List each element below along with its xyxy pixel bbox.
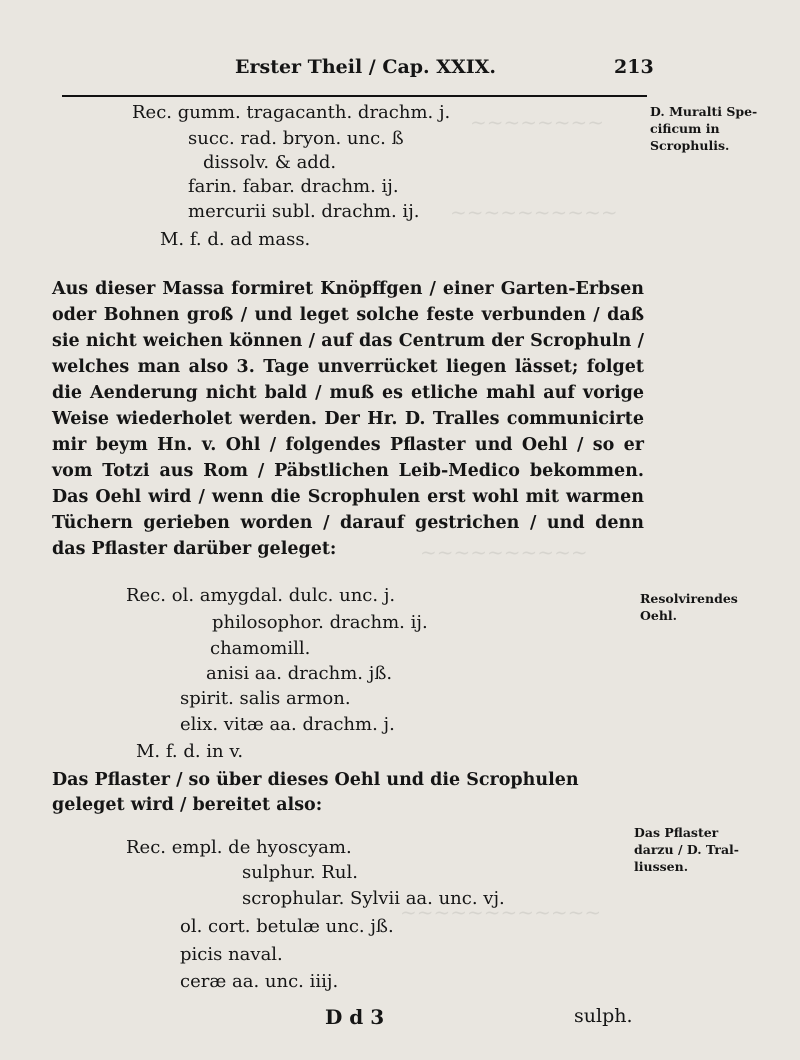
catchword: sulph. (574, 1005, 633, 1027)
recipe2-line: elix. vitæ aa. drachm. j. (180, 714, 395, 735)
recipe1-line: mercurii subl. drachm. ij. (188, 201, 420, 222)
signature-mark: D d 3 (325, 1005, 385, 1029)
recipe3-line: picis naval. (180, 944, 283, 965)
margin-note-1 (650, 103, 757, 154)
paragraph-2: Das Pflaster / so über dieses Oehl und die Scrophulen geleget wird / bereitet also: (52, 770, 579, 815)
recipe2-line: M. f. d. in v. (136, 741, 244, 762)
recipe3-line: ceræ aa. unc. iiij. (180, 971, 339, 992)
recipe1-line: farin. fabar. drachm. ij. (188, 176, 399, 197)
recipe1-line: dissolv. & add. (203, 152, 337, 173)
bleed-through: ~~~~~~~~~~ (450, 200, 618, 224)
margin-note-2 (640, 590, 738, 624)
recipe3-line: sulphur. Rul. (242, 862, 358, 883)
paragraph-1 (52, 276, 644, 562)
recipe1-line: M. f. d. ad mass. (160, 229, 311, 250)
recipe2-line: spirit. salis armon. (180, 688, 351, 709)
recipe2-line: Rec. ol. amygdal. dulc. unc. j. (126, 585, 396, 606)
recipe3-line: ol. cort. betulæ unc. jß. (180, 916, 394, 937)
recipe3-line: scrophular. Sylvii aa. unc. vj. (242, 888, 505, 909)
margin-note-line: liussen. (634, 859, 689, 874)
running-title: Erster Theil / Cap. XXIX. (235, 56, 496, 78)
margin-note-line: Oehl. (640, 608, 678, 623)
recipe3-line: Rec. empl. de hyoscyam. (126, 837, 352, 858)
header-rule (62, 95, 647, 97)
recipe1-line: Rec. gumm. tragacanth. drachm. j. (132, 102, 451, 123)
page-number: 213 (614, 56, 654, 78)
bleed-through: ~~~~~~~~~~ (420, 540, 588, 564)
recipe2-line: chamomill. (210, 638, 311, 659)
margin-note-line: Das Pflaster (634, 825, 719, 840)
recipe2-line: anisi aa. drachm. jß. (206, 663, 393, 684)
margin-note-line: Resolvirendes (640, 591, 738, 606)
recipe2-line: philosophor. drachm. ij. (212, 612, 428, 633)
recipe1-line: succ. rad. bryon. unc. ß (188, 128, 404, 149)
margin-note-3 (634, 824, 739, 875)
margin-note-line: darzu / D. Tral- (634, 842, 739, 857)
paragraph-1-text: Aus dieser Massa formiret Knöpffgen / einer Garten-Erbsen oder Bohnen groß / und leget solche feste verbunden / daß sie nicht weichen können / auf das Centrum der Scrophuln / welches man also 3. Tage unverrücket liegen lässet; folget die Aenderung nicht bald / muß es etliche mahl auf vorige Weise wiederholet werden. Der Hr. D. Tralles communicirte mir beym Hn. v. Ohl / folgendes Pflaster und Oehl / so er vom Totzi aus Rom / Päbstlichen Leib-Medico bekommen. Das Oehl wird / wenn die Scrophulen erst wohl mit warmen Tüchern gerieben worden / darauf gestrichen / und denn das Pflaster darüber geleget: (52, 279, 644, 559)
margin-note-line: D. Muralti Spe- (650, 104, 758, 119)
bleed-through: ~~~~~~~~~~~~ (400, 900, 602, 924)
margin-note-line: cificum in (650, 121, 720, 136)
bleed-through: ~~~~~~~~ (470, 110, 605, 134)
margin-note-line: Scrophulis. (650, 138, 730, 153)
